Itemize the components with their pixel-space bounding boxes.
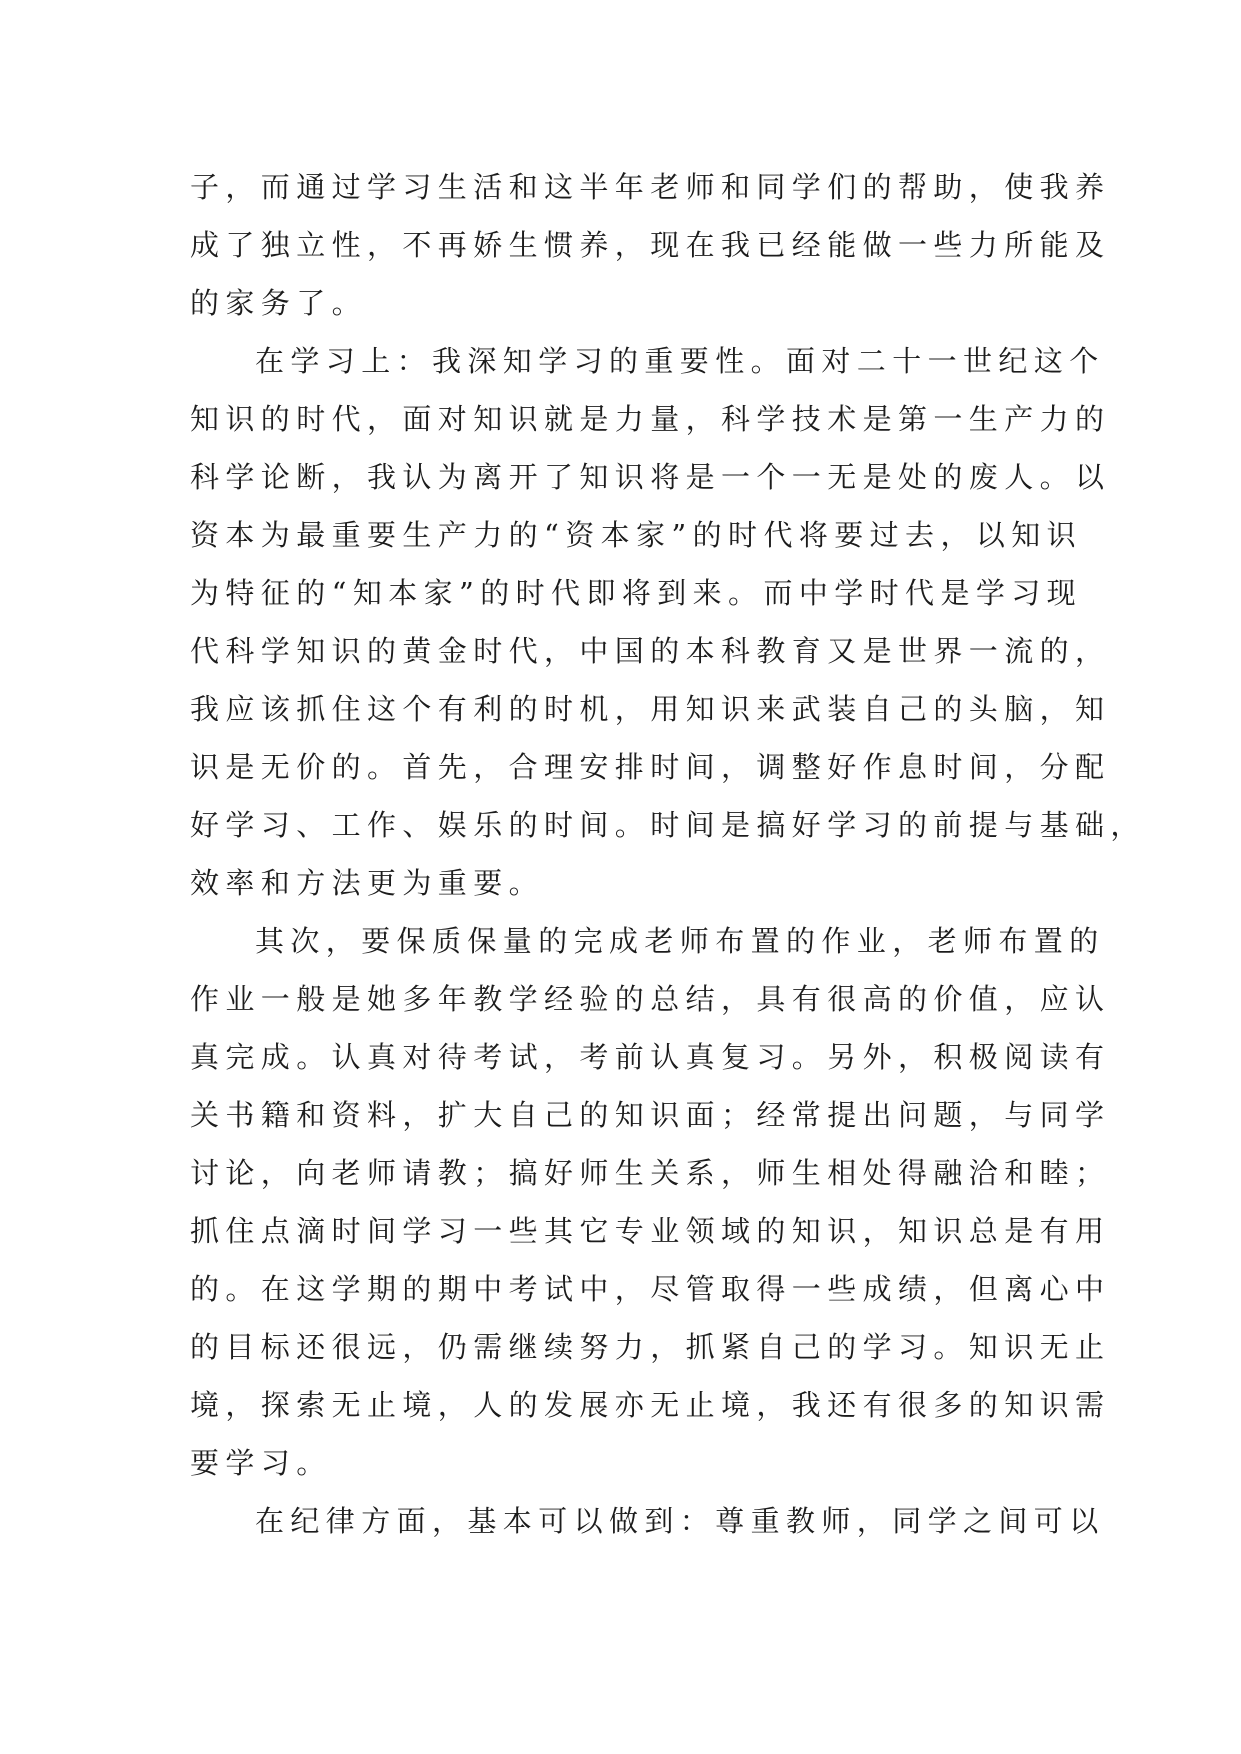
text-line: 效率和方法更为重要。 [190, 866, 545, 900]
paragraph-first-line: 其次，要保质保量的完成老师布置的作业，老师布置的 [255, 924, 1105, 958]
text-line: 成了独立性，不再娇生惯养，现在我已经能做一些力所能及 [190, 228, 1111, 262]
text-line: 要学习。 [190, 1446, 332, 1480]
paragraph-first-line: 在学习上：我深知学习的重要性。面对二十一世纪这个 [255, 344, 1105, 378]
text-line: 关书籍和资料，扩大自己的知识面；经常提出问题，与同学 [190, 1098, 1111, 1132]
text-line: 为特征的“知本家”的时代即将到来。而中学时代是学习现 [190, 576, 1083, 610]
text-line: 的目标还很远，仍需继续努力，抓紧自己的学习。知识无止 [190, 1330, 1111, 1364]
text-line: 识是无价的。首先，合理安排时间，调整好作息时间，分配 [190, 750, 1111, 784]
text-line: 作业一般是她多年教学经验的总结，具有很高的价值，应认 [190, 982, 1111, 1016]
text-line: 我应该抓住这个有利的时机，用知识来武装自己的头脑，知 [190, 692, 1111, 726]
text-line: 知识的时代，面对知识就是力量，科学技术是第一生产力的 [190, 402, 1111, 436]
text-line: 子，而通过学习生活和这半年老师和同学们的帮助，使我养 [190, 170, 1111, 204]
text-line: 科学论断，我认为离开了知识将是一个一无是处的废人。以 [190, 460, 1111, 494]
text-line: 资本为最重要生产力的“资本家”的时代将要过去，以知识 [190, 518, 1083, 552]
text-line: 代科学知识的黄金时代，中国的本科教育又是世界一流的， [190, 634, 1111, 668]
paragraph-first-line: 在纪律方面，基本可以做到：尊重教师，同学之间可以 [255, 1504, 1105, 1538]
text-line: 讨论，向老师请教；搞好师生关系，师生相处得融洽和睦； [190, 1156, 1111, 1190]
text-line: 的。在这学期的期中考试中，尽管取得一些成绩，但离心中 [190, 1272, 1111, 1306]
text-line: 真完成。认真对待考试，考前认真复习。另外，积极阅读有 [190, 1040, 1111, 1074]
text-line: 抓住点滴时间学习一些其它专业领域的知识，知识总是有用 [190, 1214, 1111, 1248]
text-line: 好学习、工作、娱乐的时间。时间是搞好学习的前提与基础， [190, 808, 1146, 842]
text-line: 境，探索无止境，人的发展亦无止境，我还有很多的知识需 [190, 1388, 1111, 1422]
text-line: 的家务了。 [190, 286, 368, 320]
